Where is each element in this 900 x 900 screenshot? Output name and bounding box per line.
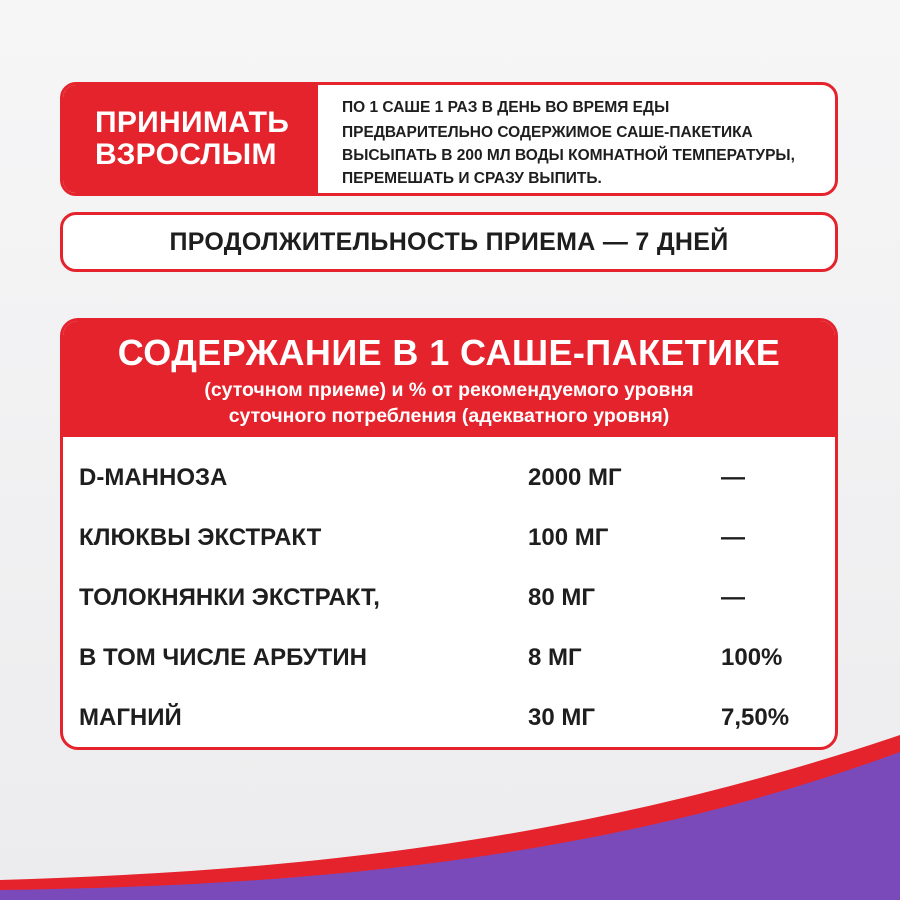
instruction-line-3: ВЫСЫПАТЬ В 200 МЛ ВОДЫ КОМНАТНОЙ ТЕМПЕРАТУРЫ, <box>342 147 795 164</box>
instruction-line-4: ПЕРЕМЕШАТЬ И СРАЗУ ВЫПИТЬ. <box>342 170 602 187</box>
ingredient-name: КЛЮКВЫ ЭКСТРАКТ <box>79 524 322 551</box>
instruction-body <box>318 85 835 193</box>
composition-subtitle-line2: суточного потребления (адекватного уровня) <box>228 405 670 427</box>
ingredient-amount: 80 МГ <box>528 584 595 611</box>
instruction-line-1: ПО 1 САШЕ 1 РАЗ В ДЕНЬ ВО ВРЕМЯ ЕДЫ <box>342 99 670 116</box>
duration-text: ПРОДОЛЖИТЕЛЬНОСТЬ ПРИЕМА — 7 ДНЕЙ <box>169 227 729 256</box>
composition-title: СОДЕРЖАНИЕ В 1 САШЕ-ПАКЕТИКЕ <box>117 332 781 373</box>
table-row <box>63 578 835 618</box>
ingredient-amount: 8 МГ <box>528 644 582 671</box>
ingredient-name: ТОЛОКНЯНКИ ЭКСТРАКТ, <box>79 584 380 611</box>
ingredient-amount: 100 МГ <box>528 524 609 551</box>
table-row <box>63 638 835 678</box>
ingredient-name: МАГНИЙ <box>79 704 182 731</box>
ingredient-percent: — <box>721 584 745 611</box>
ingredient-percent: — <box>721 464 745 491</box>
ingredient-name: D-МАННОЗА <box>79 464 228 491</box>
table-row <box>63 458 835 498</box>
instruction-heading-line1: ПРИНИМАТЬ <box>95 106 290 139</box>
table-row <box>63 518 835 558</box>
composition-header <box>63 321 835 437</box>
ingredient-amount: 2000 МГ <box>528 464 622 491</box>
ingredient-amount: 30 МГ <box>528 704 595 731</box>
ingredient-name: В ТОМ ЧИСЛЕ АРБУТИН <box>79 644 367 671</box>
instruction-heading-line2: ВЗРОСЛЫМ <box>95 138 277 171</box>
instruction-line-2: ПРЕДВАРИТЕЛЬНО СОДЕРЖИМОЕ САШЕ-ПАКЕТИКА <box>342 124 753 141</box>
table-row <box>63 698 835 738</box>
ingredient-percent: 7,50% <box>721 704 790 731</box>
instruction-card <box>60 82 838 196</box>
duration-card <box>60 212 838 272</box>
composition-card <box>60 318 838 750</box>
ingredient-percent: 100% <box>721 644 783 671</box>
composition-subtitle-line1: (суточном приеме) и % от рекомендуемого уровня <box>204 379 694 401</box>
instruction-heading <box>63 85 318 193</box>
ingredient-percent: — <box>721 524 745 551</box>
